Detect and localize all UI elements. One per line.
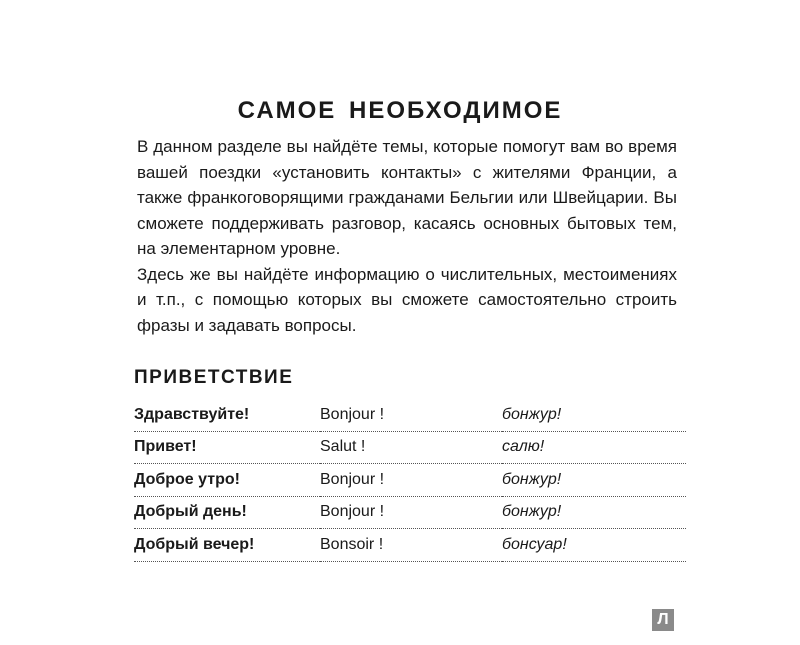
french-phrase: Bonsoir !	[320, 529, 502, 562]
publisher-logo-icon: Л	[652, 609, 674, 631]
russian-phrase: Доброе утро!	[134, 464, 320, 497]
transcription: салю!	[502, 431, 686, 464]
transcription: бонжур!	[502, 496, 686, 529]
intro-paragraph-2: Здесь же вы найдёте информацию о числительных, местоимениях и т.п., с помощью которых вы сможете самостоятельно строить фразы и задавать вопросы.	[137, 264, 677, 335]
transcription: бонжур!	[502, 464, 686, 497]
table-row	[134, 529, 686, 562]
french-phrase: Salut !	[320, 431, 502, 464]
russian-phrase: Добрый день!	[134, 496, 320, 529]
table-row	[134, 496, 686, 529]
intro-paragraph-1: В данном разделе вы найдёте темы, которые помогут вам во время вашей поездки «установить контакты» с жителями Франции, а также франкоговорящими гражданами Бельгии или Швейцарии. Вы сможете поддерживать разговор, касаясь основных бытовых тем, на элементарном уровне.	[137, 137, 677, 258]
section-heading: ПРИВЕТСТВИЕ	[134, 367, 294, 388]
table-row	[134, 431, 686, 464]
transcription: бонсуар!	[502, 529, 686, 562]
russian-phrase: Привет!	[134, 431, 320, 464]
table-row	[134, 464, 686, 497]
transcription: бонжур!	[502, 399, 686, 431]
french-phrase: Bonjour !	[320, 464, 502, 497]
table-row	[134, 399, 686, 431]
greetings-table	[134, 399, 686, 562]
russian-phrase: Здравствуйте!	[134, 399, 320, 431]
french-phrase: Bonjour !	[320, 399, 502, 431]
russian-phrase: Добрый вечер!	[134, 529, 320, 562]
french-phrase: Bonjour !	[320, 496, 502, 529]
intro-text	[137, 134, 677, 338]
page-title: САМОЕ НЕОБХОДИМОЕ	[237, 97, 563, 124]
